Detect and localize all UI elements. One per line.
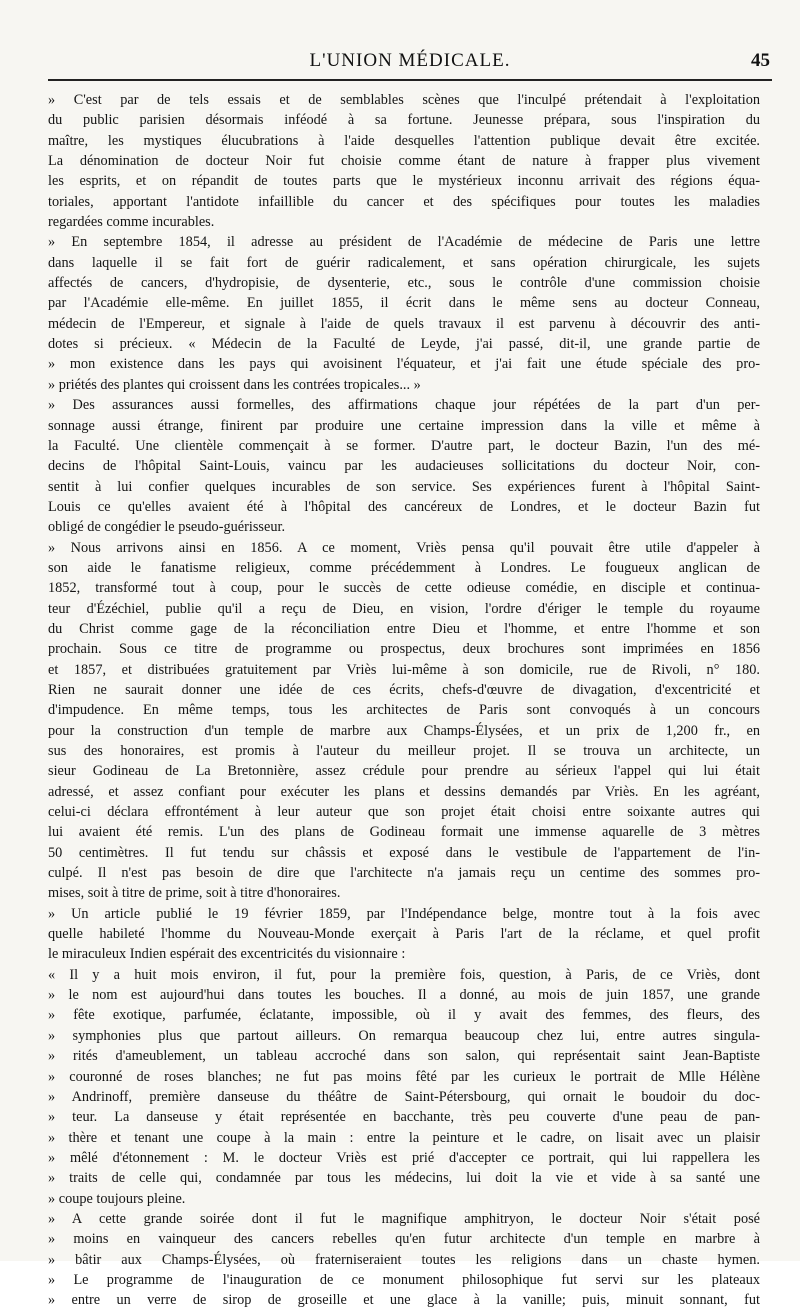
running-head [50,50,770,72]
text-line: d'impudence. En même temps, tous les architectes de Paris sont convoqués à un concours [48,702,760,719]
text-line: » Le programme de l'inauguration de ce monument philosophique fut servi sur les plateaux [48,1271,760,1288]
running-title: L'UNION MÉDICALE. [309,50,511,71]
text-line: » fête exotique, parfumée, éclatante, impossible, où il y avait des femmes, des fleurs, des [48,1007,760,1024]
text-line: toriales, apportant l'antidote infaillible du cancer et des spécifiques pour toutes les maladies [48,193,760,210]
text-line: » Des assurances aussi formelles, des affirmations chaque jour répétées de la part d'un per- [48,397,760,414]
text-line: » symphonies plus que partout ailleurs. On remarqua beaucoup chez lui, entre autres singula- [48,1027,760,1044]
text-line: adressé, et assez confiant pour exécuter les plans et dessins demandés par Vriès. En les agréant, [48,783,760,800]
text-line: » mon existence dans les pays qui avoisinent l'équateur, et j'ai fait une étude spéciale des pro- [48,356,760,373]
text-line: » A cette grande soirée dont il fut le magnifique amphitryon, le docteur Noir s'était posé [48,1210,760,1227]
text-line: » couronné de roses blanches; ne fut pas moins fêté par les curieux le portrait de Mlle Hélène [48,1068,760,1085]
text-line: » entre un verre de sirop de groseille et une glace à la vanille; puis, minuit sonnant, fut [48,1292,760,1309]
text-line: culpé. Il n'est pas besoin de dire que l'architecte n'a jamais reçu un centime des sommes pro- [48,865,760,882]
text-line: » mêlé d'étonnement : M. le docteur Vriès est prié d'accepter ce portrait, qui lui rappellera les [48,1149,760,1166]
text-line: dans laquelle il se fait fort de guérir radicalement, et sans opération chirurgicale, les sujets [48,254,760,271]
text-line: obligé de congédier le pseudo-guérisseur. [48,519,286,536]
text-line: 50 centimètres. Il fut tendu sur châssis et exposé dans le vestibule de l'appartement de l'in- [48,844,760,861]
text-line: » moins en vainqueur des cancers rebelles qu'en futur architecte d'un temple en marbre à [48,1231,760,1248]
text-line: affectés de cancers, d'hydropisie, de dysenterie, etc., sous le contrôle d'une commission choisie [48,275,760,292]
text-line: le miraculeux Indien espérait des excentricités du visionnaire : [48,946,406,963]
text-line: « Il y a huit mois environ, il fut, pour la première fois, question, à Paris, de ce Vriès, dont [48,966,760,983]
text-line: » rités d'ameublement, un tableau accroché dans son salon, qui représentait saint Jean-Baptiste [48,1048,760,1065]
text-line: » priétés des plantes qui croissent dans les contrées tropicales... » [48,376,421,393]
text-line: lui avaient été remis. L'un des plans de Godineau formait une immense aquarelle de 3 mètres [48,824,760,841]
body-text [48,90,760,1311]
text-line: » bâtir aux Champs-Élysées, où fraterniseraient toutes les religions dans un chaste hymen. [48,1251,760,1268]
text-line: » En septembre 1854, il adresse au président de l'Académie de médecine de Paris une lettre [48,234,760,251]
text-line: quelle habileté l'homme du Nouveau-Monde exerçait à Paris l'art de la réclame, et quel profit [48,926,760,943]
text-line: du Christ comme gage de la réconciliation entre Dieu et l'homme, et entre l'homme et son [48,620,760,637]
text-line: Rien ne saurait donner une idée de ces écrits, chefs-d'œuvre de divagation, d'excentricité et [48,681,760,698]
text-line: prochain. Sous ce titre de programme ou prospectus, deux brochures sont imprimées en 1856 [48,641,760,658]
text-line: » thère et tenant une coupe à la main : entre la peinture et le cadre, on lisait avec un plaisir [48,1129,760,1146]
text-line: mises, soit à titre de prime, soit à titre d'honoraires. [48,885,341,902]
text-line: les esprits, et on répandit de toutes parts que le mystérieux inconnu arrivait des régions équa- [48,173,760,190]
text-line: maître, les mystiques élucubrations à l'aide desquelles l'attention publique devait être excitée. [48,132,760,149]
text-line: sentit à lui confier quelques incurables de son service. Ses expériences furent à l'hôpital Saint- [48,478,760,495]
text-line: sus des honoraires, est promis à l'auteur du meilleur projet. Il se trouva un architecte, un [48,743,760,759]
text-line: du public parisien désormais inféodé à sa fortune. Jeunesse prépara, sous l'inspiration du [48,112,760,129]
text-line: pour la construction d'un temple de marbre aux Champs-Élysées, et un prix de 1,200 fr., en [48,722,760,739]
header-rule [48,79,772,81]
text-line: teur d'Ézéchiel, publie qu'il a reçu de Dieu, en vision, l'ordre d'ériger le temple du royaume [48,600,760,617]
text-line: decins de l'hôpital Saint-Louis, vaincu par les audacieuses sollicitations du docteur Noir, con- [48,458,760,475]
text-line: médecin de l'Empereur, et signale à l'aide de quels travaux il est parvenu à découvrir des anti- [48,315,760,332]
text-line: » C'est par de tels essais et de semblables scènes que l'inculpé prétendait à l'exploitation [48,92,760,108]
text-line: » coupe toujours pleine. [48,1190,186,1207]
text-line: sieur Godineau de La Bretonnière, assez crédule pour prendre au sérieux l'appel qui lui était [48,763,760,780]
text-line: la Faculté. Une clientèle commençait à se former. D'autre part, le docteur Bazin, l'un des mé- [48,437,760,454]
text-line: par l'Académie elle-même. En juillet 1855, il écrit dans le même sens au docteur Conneau, [48,295,760,312]
text-line: » Nous arrivons ainsi en 1856. A ce moment, Vriès pensa qu'il pouvait être utile d'appeler à [48,539,760,556]
text-line: » Andrinoff, première danseuse du théâtre de Saint-Pétersbourg, qui ornait le boudoir du doc- [48,1088,760,1105]
text-line: » le nom est aujourd'hui dans toutes les bouches. Il a donné, au mois de juin 1857, une grande [48,987,760,1004]
text-line: regardées comme incurables. [48,214,215,231]
text-line: son aide le fanatisme religieux, comme précédemment à Londres. Le fougueux anglican de [48,559,760,576]
text-line: 1852, transformé tout à coup, pour le succès de cette odieuse comédie, en disciple et continua- [48,580,760,597]
text-line: La dénomination de docteur Noir fut choisie comme étant de nature à frapper plus vivement [48,153,760,170]
text-line: » traits de celle qui, condamnée par tous les médecins, lui doit la vie et vide à sa santé une [48,1170,760,1187]
text-line: dotes si précieux. « Médecin de la Faculté de Leyde, j'ai passé, dit-il, une grande partie de [48,336,760,353]
text-line: » teur. La danseuse y était représentée en bacchante, très peu couverte d'une peau de pan- [48,1109,760,1126]
text-line: sonnage aussi étrange, finirent par produire une certaine impression dans la ville et même à [48,417,760,434]
text-line: et 1857, et distribuées gratuitement par Vriès lui-même à son domicile, rue de Rivoli, n° 180. [48,661,760,678]
text-line: » Un article publié le 19 février 1859, par l'Indépendance belge, montre tout à la fois avec [48,905,760,922]
text-line: celui-ci déclara effrontément à leur auteur que son projet était choisi entre soixante autres qui [48,804,760,821]
text-line: Louis ce qu'elles avaient été à l'hôpital des cancéreux de Londres, et le docteur Bazin fut [48,498,760,515]
page-number: 45 [751,50,770,71]
